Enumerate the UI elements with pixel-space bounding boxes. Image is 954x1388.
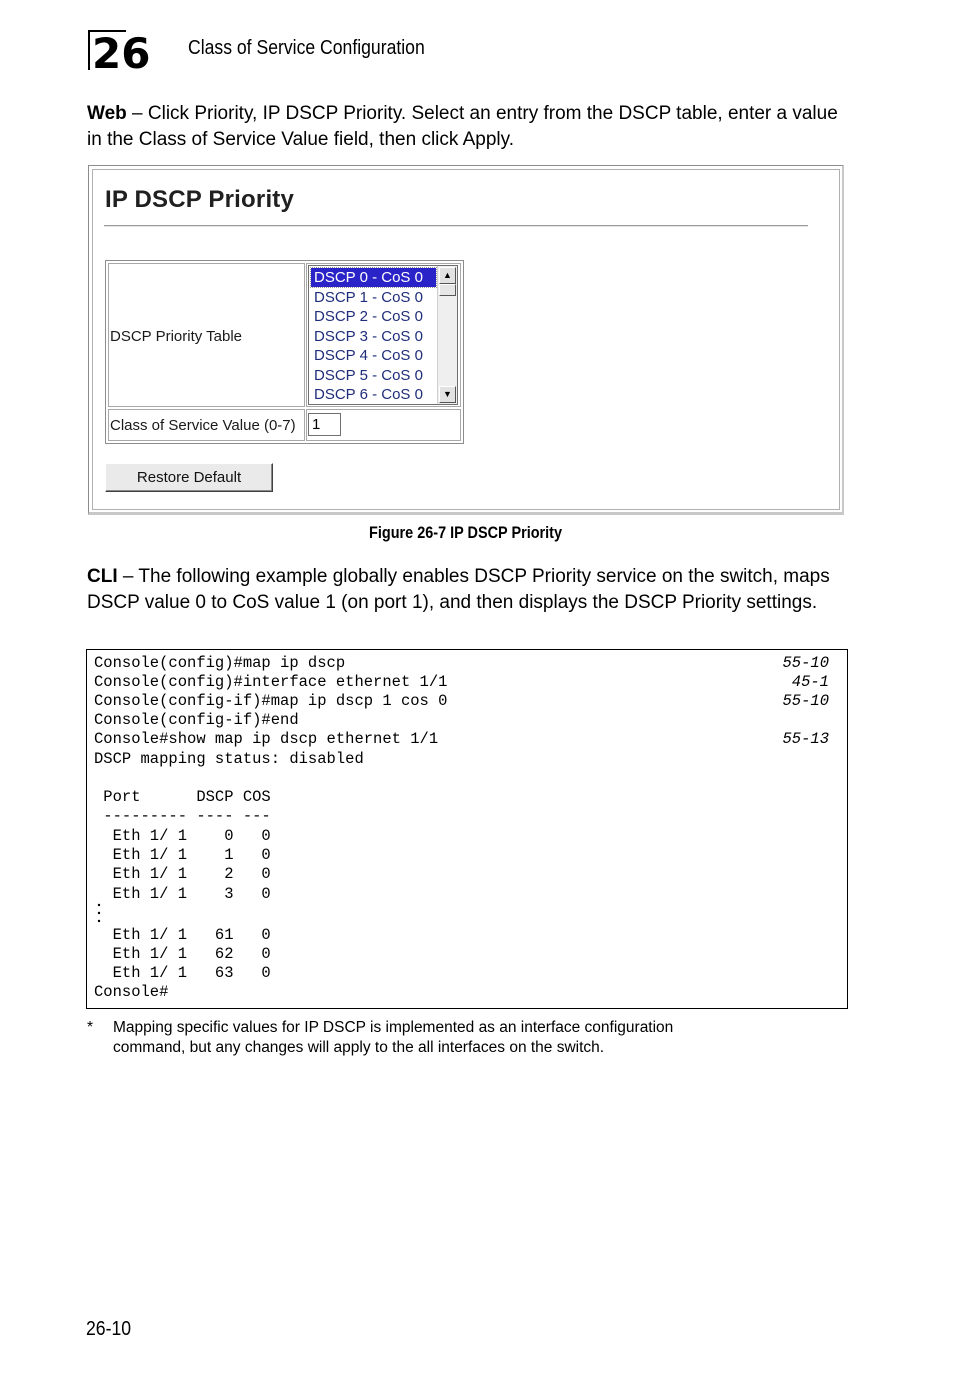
code-line: Eth 1/ 1 2 0 <box>94 865 271 883</box>
table-label-cell <box>108 263 305 407</box>
code-line: Eth 1/ 1 0 0 <box>94 827 271 845</box>
code-line: Console(config-if)#map ip dscp 1 cos 0 <box>94 692 448 710</box>
restore-default-button[interactable]: Restore Default <box>105 463 273 492</box>
scroll-thumb[interactable] <box>439 284 456 296</box>
screenshot-title: IP DSCP Priority <box>105 186 295 213</box>
footnote-line: Mapping specific values for IP DSCP is implemented as an interface configuration <box>113 1019 674 1036</box>
list-item[interactable]: DSCP 4 - CoS 0 <box>314 347 423 364</box>
list-item[interactable]: DSCP 3 - CoS 0 <box>314 327 423 345</box>
code-line: Console(config)#interface ethernet 1/1 <box>94 673 448 691</box>
code-line: Eth 1/ 1 1 0 <box>94 846 271 864</box>
page-number: 26-10 <box>86 1318 132 1340</box>
page-reference: 45-1 <box>791 673 829 691</box>
figure-caption <box>0 523 932 543</box>
code-line: DSCP mapping status: disabled <box>94 750 364 768</box>
code-line: Console# <box>94 983 169 1001</box>
ellipsis-icon <box>97 903 101 925</box>
code-line: --------- ---- --- <box>94 807 271 825</box>
footnote-marker: * <box>87 1019 94 1036</box>
code-line: Eth 1/ 1 63 0 <box>94 964 271 982</box>
cos-value-input[interactable]: 1 <box>308 413 341 436</box>
code-line: Port DSCP COS <box>94 788 271 806</box>
chapter-number <box>88 30 168 74</box>
list-item[interactable]: DSCP 0 - CoS 0 <box>311 268 436 287</box>
code-line: Eth 1/ 1 61 0 <box>94 926 271 944</box>
cli-code-block <box>86 649 848 1009</box>
web-lead: Web <box>87 103 127 124</box>
web-text: – Click Priority, IP DSCP Priority. Select an entry from the DSCP table, enter a value in the Class of Service Value field, then click Apply. <box>87 103 838 150</box>
web-instructions <box>87 101 857 153</box>
cos-value-label: Class of Service Value (0-7) <box>110 417 296 434</box>
figure-caption-text: Figure 26-7 IP DSCP Priority <box>369 523 563 542</box>
scroll-up-icon[interactable]: ▲ <box>439 267 456 284</box>
page-reference: 55-13 <box>782 730 829 748</box>
code-line: Console#show map ip dscp ethernet 1/1 <box>94 730 439 748</box>
page-reference: 55-10 <box>782 692 829 710</box>
cli-instructions <box>87 564 857 616</box>
chapter-number-text: 26 <box>92 30 151 74</box>
listbox-scrollbar[interactable] <box>437 266 457 404</box>
list-item[interactable]: DSCP 2 - CoS 0 <box>314 308 423 325</box>
footnote-text <box>113 1018 753 1058</box>
title-divider <box>104 225 808 227</box>
dscp-priority-table-label: DSCP Priority Table <box>110 328 242 345</box>
list-item[interactable]: DSCP 6 - CoS 0 <box>314 386 423 403</box>
list-item[interactable]: DSCP 5 - CoS 0 <box>314 366 423 384</box>
chapter-title: Class of Service Configuration <box>188 37 425 59</box>
cos-label-cell <box>108 409 305 441</box>
page-reference: 55-10 <box>782 654 829 672</box>
code-line: Console(config-if)#end <box>94 711 299 729</box>
scroll-down-icon[interactable]: ▼ <box>439 386 456 403</box>
code-line: Eth 1/ 1 3 0 <box>94 885 271 903</box>
dscp-priority-listbox[interactable] <box>308 265 458 405</box>
footnote-line: command, but any changes will apply to the all interfaces on the switch. <box>113 1039 605 1056</box>
code-line: Eth 1/ 1 62 0 <box>94 945 271 963</box>
code-line: Console(config)#map ip dscp <box>94 654 346 672</box>
cli-text: – The following example globally enables DSCP Priority service on the switch, maps DSCP value 0 to CoS value 1 (on port 1), and then displays the DSCP Priority settings. <box>87 566 830 613</box>
list-item[interactable]: DSCP 1 - CoS 0 <box>314 288 423 306</box>
cli-lead: CLI <box>87 566 118 587</box>
